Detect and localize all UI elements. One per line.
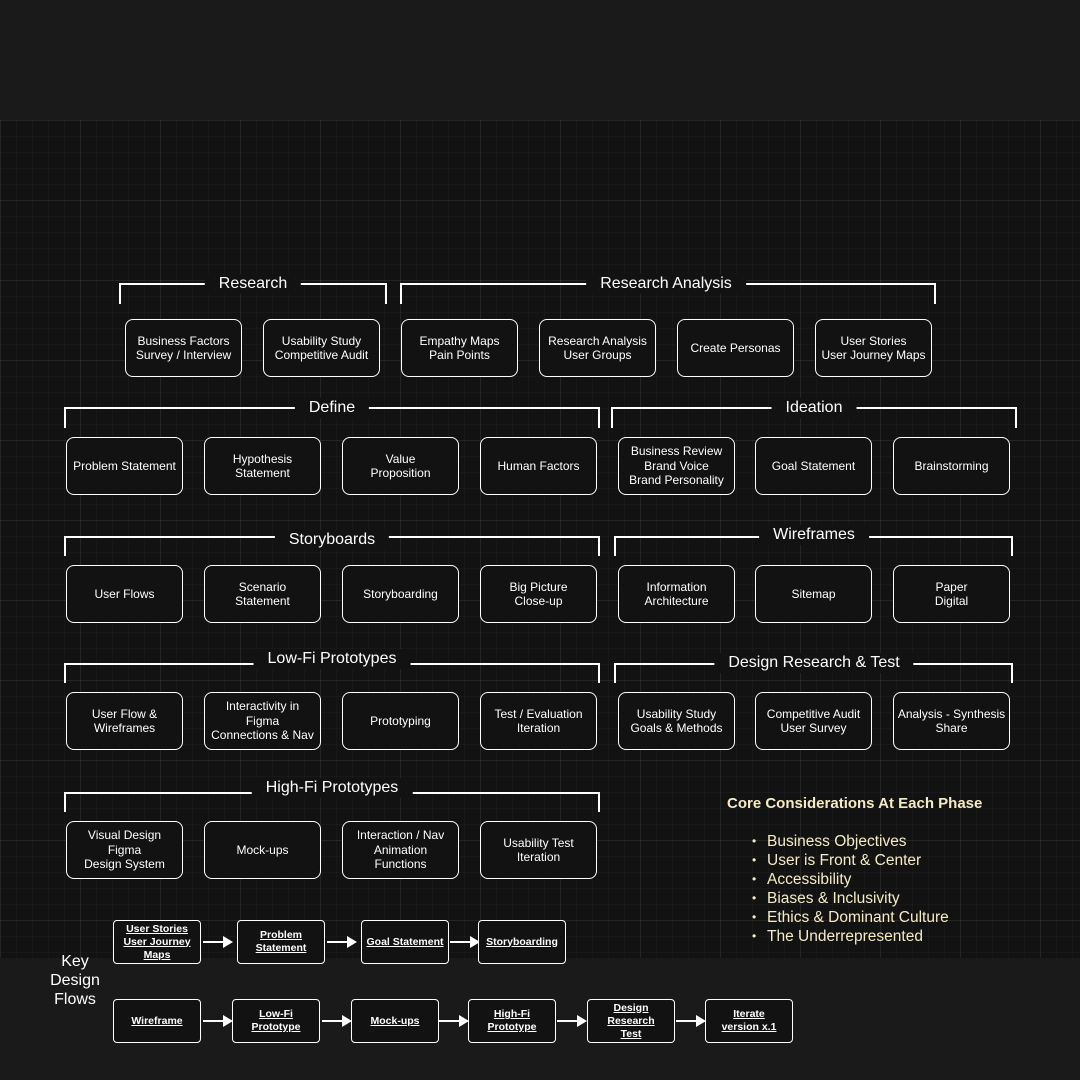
- flow-arrow: [557, 1015, 587, 1027]
- node-human-factors[interactable]: Human Factors: [480, 437, 597, 495]
- node-test-evaluation[interactable]: Test / Evaluation Iteration: [480, 692, 597, 750]
- design-research-title: Design Research & Test: [714, 653, 913, 673]
- core-item: • Biases & Inclusivity: [752, 889, 949, 908]
- research-analysis-title: Research Analysis: [586, 274, 746, 294]
- core-item: • The Underrepresented: [752, 927, 949, 946]
- key-design-flows-label: Key Design Flows: [50, 953, 100, 1008]
- node-business-review[interactable]: Business Review Brand Voice Brand Personality: [618, 437, 735, 495]
- node-research-analysis[interactable]: Research Analysis User Groups: [539, 319, 656, 377]
- ideation-title: Ideation: [772, 398, 857, 418]
- node-usability-test[interactable]: Usability Test Iteration: [480, 821, 597, 879]
- core-item: • Ethics & Dominant Culture: [752, 908, 949, 927]
- hifi-title: High-Fi Prototypes: [252, 778, 413, 798]
- node-goal-statement[interactable]: Goal Statement: [755, 437, 872, 495]
- flow-arrow: [203, 1015, 233, 1027]
- node-storyboarding[interactable]: Storyboarding: [342, 565, 459, 623]
- node-interaction-nav[interactable]: Interaction / Nav Animation Functions: [342, 821, 459, 879]
- node-scenario-statement[interactable]: Scenario Statement: [204, 565, 321, 623]
- node-hypothesis-statement[interactable]: Hypothesis Statement: [204, 437, 321, 495]
- flow2-wireframe[interactable]: Wireframe: [113, 999, 201, 1043]
- node-prototyping[interactable]: Prototyping: [342, 692, 459, 750]
- node-visual-design[interactable]: Visual Design Figma Design System: [66, 821, 183, 879]
- core-item: • Business Objectives: [752, 832, 949, 851]
- node-business-factors[interactable]: Business Factors Survey / Interview: [125, 319, 242, 377]
- flow1-problem-statement[interactable]: Problem Statement: [237, 920, 325, 964]
- node-analysis-synthesis[interactable]: Analysis - Synthesis Share: [893, 692, 1010, 750]
- node-big-picture[interactable]: Big Picture Close-up: [480, 565, 597, 623]
- flow1-user-stories[interactable]: User Stories User Journey Maps: [113, 920, 201, 964]
- node-empathy-maps[interactable]: Empathy Maps Pain Points: [401, 319, 518, 377]
- flow2-mockups[interactable]: Mock-ups: [351, 999, 439, 1043]
- flow-arrow: [676, 1015, 706, 1027]
- flow-arrow: [203, 936, 233, 948]
- flow-arrow: [439, 1015, 469, 1027]
- flow2-lowfi-prototype[interactable]: Low-Fi Prototype: [232, 999, 320, 1043]
- node-problem-statement[interactable]: Problem Statement: [66, 437, 183, 495]
- flow2-design-research-test[interactable]: Design Research Test: [587, 999, 675, 1043]
- core-considerations-list: [752, 832, 949, 946]
- node-create-personas[interactable]: Create Personas: [677, 319, 794, 377]
- node-brainstorming[interactable]: Brainstorming: [893, 437, 1010, 495]
- flow2-iterate[interactable]: Iterate version x.1: [705, 999, 793, 1043]
- core-item: • User is Front & Center: [752, 851, 949, 870]
- node-user-flows[interactable]: User Flows: [66, 565, 183, 623]
- research-title: Research: [205, 274, 301, 294]
- diagram-canvas: [0, 120, 1080, 1040]
- flow-arrow: [327, 936, 357, 948]
- node-user-stories[interactable]: User Stories User Journey Maps: [815, 319, 932, 377]
- storyboards-title: Storyboards: [275, 530, 389, 550]
- flow1-goal-statement[interactable]: Goal Statement: [361, 920, 449, 964]
- flow-arrow: [450, 936, 480, 948]
- core-item: • Accessibility: [752, 870, 949, 889]
- flow2-hifi-prototype[interactable]: High-Fi Prototype: [468, 999, 556, 1043]
- node-usability-study[interactable]: Usability Study Competitive Audit: [263, 319, 380, 377]
- node-mockups[interactable]: Mock-ups: [204, 821, 321, 879]
- define-title: Define: [295, 398, 369, 418]
- wireframes-title: Wireframes: [759, 525, 869, 545]
- lowfi-title: Low-Fi Prototypes: [254, 649, 411, 669]
- core-considerations-title: Core Considerations At Each Phase: [727, 795, 983, 812]
- node-usability-goals[interactable]: Usability Study Goals & Methods: [618, 692, 735, 750]
- node-interactivity-figma[interactable]: Interactivity in Figma Connections & Nav: [204, 692, 321, 750]
- node-competitive-audit[interactable]: Competitive Audit User Survey: [755, 692, 872, 750]
- node-information-architecture[interactable]: Information Architecture: [618, 565, 735, 623]
- node-value-proposition[interactable]: Value Proposition: [342, 437, 459, 495]
- flow1-storyboarding[interactable]: Storyboarding: [478, 920, 566, 964]
- node-paper-digital[interactable]: Paper Digital: [893, 565, 1010, 623]
- node-user-flow-wireframes[interactable]: User Flow & Wireframes: [66, 692, 183, 750]
- flow-arrow: [322, 1015, 352, 1027]
- node-sitemap[interactable]: Sitemap: [755, 565, 872, 623]
